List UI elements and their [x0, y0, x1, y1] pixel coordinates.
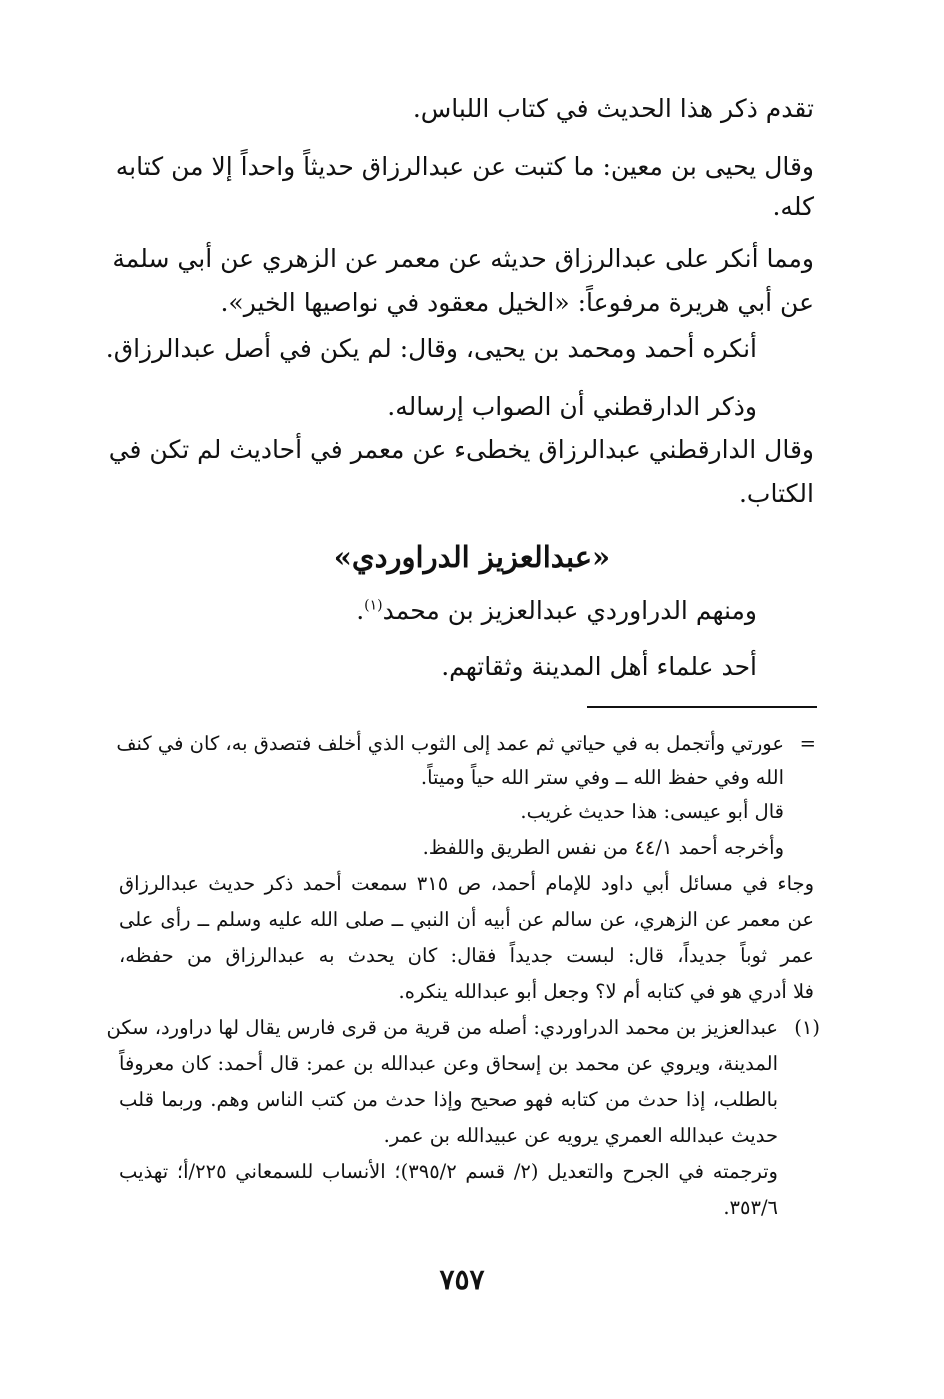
footnote-1-line-4: حديث عبدالله العمري يرويه عن عبيدالله بن عمر.: [383, 1124, 778, 1147]
body-line-7: وذكر الدارقطني أن الصواب إرساله.: [387, 392, 757, 421]
body-line-11: أحد علماء أهل المدينة وثقاتهم.: [441, 652, 757, 681]
body-line-10-end: .: [356, 596, 365, 625]
body-line-1: تقدم ذكر هذا الحديث في كتاب اللباس.: [412, 94, 814, 123]
page-number: ٧٥٧: [439, 1263, 485, 1296]
body-line-8: وقال الدارقطني عبدالرزاق يخطىء عن معمر في أحاديث لم تكن في: [108, 435, 814, 464]
footnote-line-2: الله وفي حفظ الله ــ وفي ستر الله حياً وميتاً.: [420, 766, 784, 789]
body-line-9: الكتاب.: [738, 479, 814, 508]
footnote-line-4: وأخرجه أحمد ٤٤/١ من نفس الطريق واللفظ.: [422, 836, 784, 859]
body-line-3: كله.: [772, 192, 814, 221]
footnote-line-7: عمر ثوباً جديداً، قال: لبست جديداً فقال: كان يحدث به عبدالرزاق من حفظه،: [119, 944, 814, 967]
footnote-1-line-6: ٣٥٣/٦.: [723, 1196, 778, 1219]
body-line-2: وقال يحيى بن معين: ما كتبت عن عبدالرزاق حديثاً واحداً إلا من كتابه: [115, 152, 814, 181]
section-heading: «عبدالعزيز الدراوردي»: [333, 540, 611, 574]
footnote-line-3: قال أبو عيسى: هذا حديث غريب.: [520, 800, 784, 823]
body-line-10: [356, 594, 757, 628]
footnote-1-line-2: المدينة، ويروي عن محمد بن إسحاق وعن عبدالله بن عمر: قال أحمد: كان معروفاً: [119, 1052, 778, 1075]
footnote-line-8: فلا أدري هو في كتابه أم لا؟ وجعل أبو عبدالله ينكره.: [398, 980, 814, 1003]
footnote-separator: [587, 706, 817, 708]
footnote-line-6: عن معمر عن الزهري، عن سالم عن أبيه أن النبي ــ صلى الله عليه وسلم ــ رأى على: [119, 908, 814, 931]
body-line-5: عن أبي هريرة مرفوعاً: «الخيل معقود في نواصيها الخير».: [220, 288, 814, 317]
body-line-4: ومما أنكر على عبدالرزاق حديثه عن معمر عن الزهري عن أبي سلمة: [112, 244, 814, 273]
footnote-ref-1[interactable]: (١): [364, 597, 383, 614]
footnote-number-1: (١): [794, 1016, 820, 1039]
footnote-line-1: عورتي وأتجمل به في حياتي ثم عمد إلى الثوب الذي أخلف فتصدق به، كان في كنف: [116, 732, 784, 755]
footnote-continuation-mark: =: [799, 732, 816, 755]
footnote-1-line-1: عبدالعزيز بن محمد الدراوردي: أصله من قرية من قرى فارس يقال لها دراورد، سكن: [106, 1016, 778, 1039]
footnote-line-5: وجاء في مسائل أبي داود للإمام أحمد، ص ٣١٥ سمعت أحمد ذكر حديث عبدالرزاق: [119, 872, 814, 895]
body-line-10-text: ومنهم الدراوردي عبدالعزيز بن محمد: [382, 596, 757, 625]
footnote-1-line-3: بالطلب، إذا حدث من كتابه فهو صحيح وإذا حدث من كتب الناس وهم. وربما قلب: [119, 1088, 778, 1111]
body-line-6: أنكره أحمد ومحمد بن يحيى، وقال: لم يكن في أصل عبدالرزاق.: [105, 334, 757, 363]
footnote-1-line-5: وترجمته في الجرح والتعديل (٢/ قسم ٣٩٥/٢)؛ الأنساب للسمعاني ٢٢٥/أ؛ تهذيب: [119, 1160, 778, 1183]
